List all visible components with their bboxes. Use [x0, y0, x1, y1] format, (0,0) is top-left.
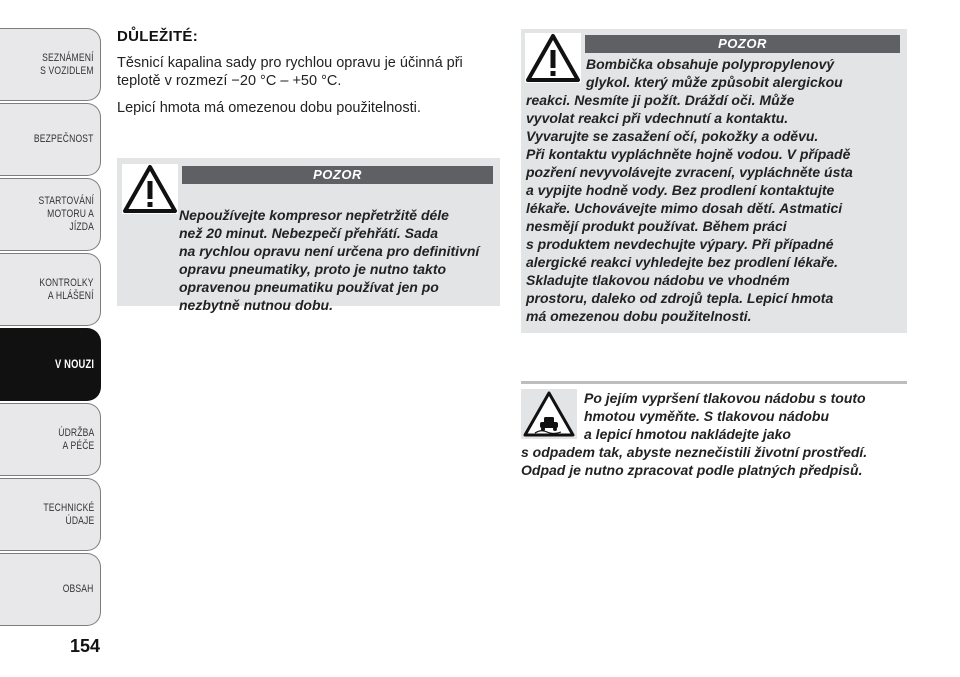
warning-text-block: Nepoužívejte kompresor nepřetržitě déle než 20 minut. Nebezpečí přehřátí. Sada na rychlou opravu není určena pro definitivní opravu pneumatiky, proto je nutno takto opravenou pneumatiku používat jen po nezbytně nutnou dobu.: [179, 207, 480, 313]
warning-text: [117, 188, 500, 332]
tab-label: ÚDRŽBA A PÉČE: [57, 426, 94, 452]
tab-label: BEZPEČNOST: [34, 133, 94, 145]
warning-text-indented: Bombička obsahuje polypropylenový glykol. který může způsobit alergickou: [586, 56, 843, 90]
divider: [521, 381, 907, 384]
tab-bezpecnost[interactable]: [0, 103, 101, 176]
warning-box-chemical: [521, 29, 907, 333]
tab-label: V NOUZI: [54, 357, 94, 371]
tab-startovani[interactable]: [0, 178, 101, 251]
tab-label: OBSAH: [63, 583, 94, 595]
warning-triangle-icon: [525, 33, 581, 83]
environment-text-full: s odpadem tak, abyste neznečistili životní prostředí. Odpad je nutno zpracovat podle platných předpisů.: [521, 444, 868, 478]
tab-v-nouzi[interactable]: [0, 328, 101, 401]
tab-label: TECHNICKÉ ÚDAJE: [43, 501, 94, 527]
tab-label: KONTROLKY A HLÁŠENÍ: [39, 276, 94, 302]
paragraph-line: Těsnicí kapalina sady pro rychlou opravu je účinná při: [117, 55, 463, 71]
important-heading: DŮLEŽITÉ:: [117, 28, 199, 45]
page-number: 154: [70, 636, 101, 656]
tab-obsah[interactable]: [0, 553, 101, 626]
tab-udrzba[interactable]: [0, 403, 101, 476]
environment-text-indented: Po jejím vypršení tlakovou nádobu s touto hmotou vyměňte. S tlakovou nádobu a lepicí hmotou nakládejte jako: [584, 390, 866, 442]
paragraph-line: teplotě v rozmezí −20 °C – +50 °C.: [117, 73, 342, 89]
environment-warning-icon: [521, 389, 577, 439]
warning-text-full: reakci. Nesmíte ji požít. Dráždí oči. Může vyvolat reakci při vdechnutí a kontaktu. Vyvarujte se zasažení očí, pokožky a oděvu. Při kontaktu vypláchněte hojně vodou. V případě pozření nevyvolávejte zvracení, vypláchněte ústa a vypijte hodně vody. Bez prodlení kontaktujte lékaře. Uchovávejte mimo dosah dětí. Astmatici nesmějí produkt používat. Během práci s produktem nevdechujte výpary. Při případné alergické reakci vyhledejte bez prodlení lékaře. Skladujte tlakovou nádobu ve vhodném prostoru, daleko od zdrojů tepla. Lepicí hmota má omezenou dobu použitelnosti.: [526, 92, 853, 324]
tab-seznameni[interactable]: [0, 28, 101, 101]
tab-label: STARTOVÁNÍ MOTORU A JÍZDA: [38, 195, 94, 233]
tab-label: SEZNÁMENÍ S VOZIDLEM: [40, 51, 94, 77]
warning-title: POZOR: [182, 166, 493, 184]
paragraph: Lepicí hmota má omezenou dobu použitelnosti.: [117, 100, 421, 116]
warning-box-compressor: [117, 158, 500, 313]
warning-title: POZOR: [585, 35, 900, 53]
tab-kontrolky[interactable]: [0, 253, 101, 326]
tab-technicke[interactable]: [0, 478, 101, 551]
